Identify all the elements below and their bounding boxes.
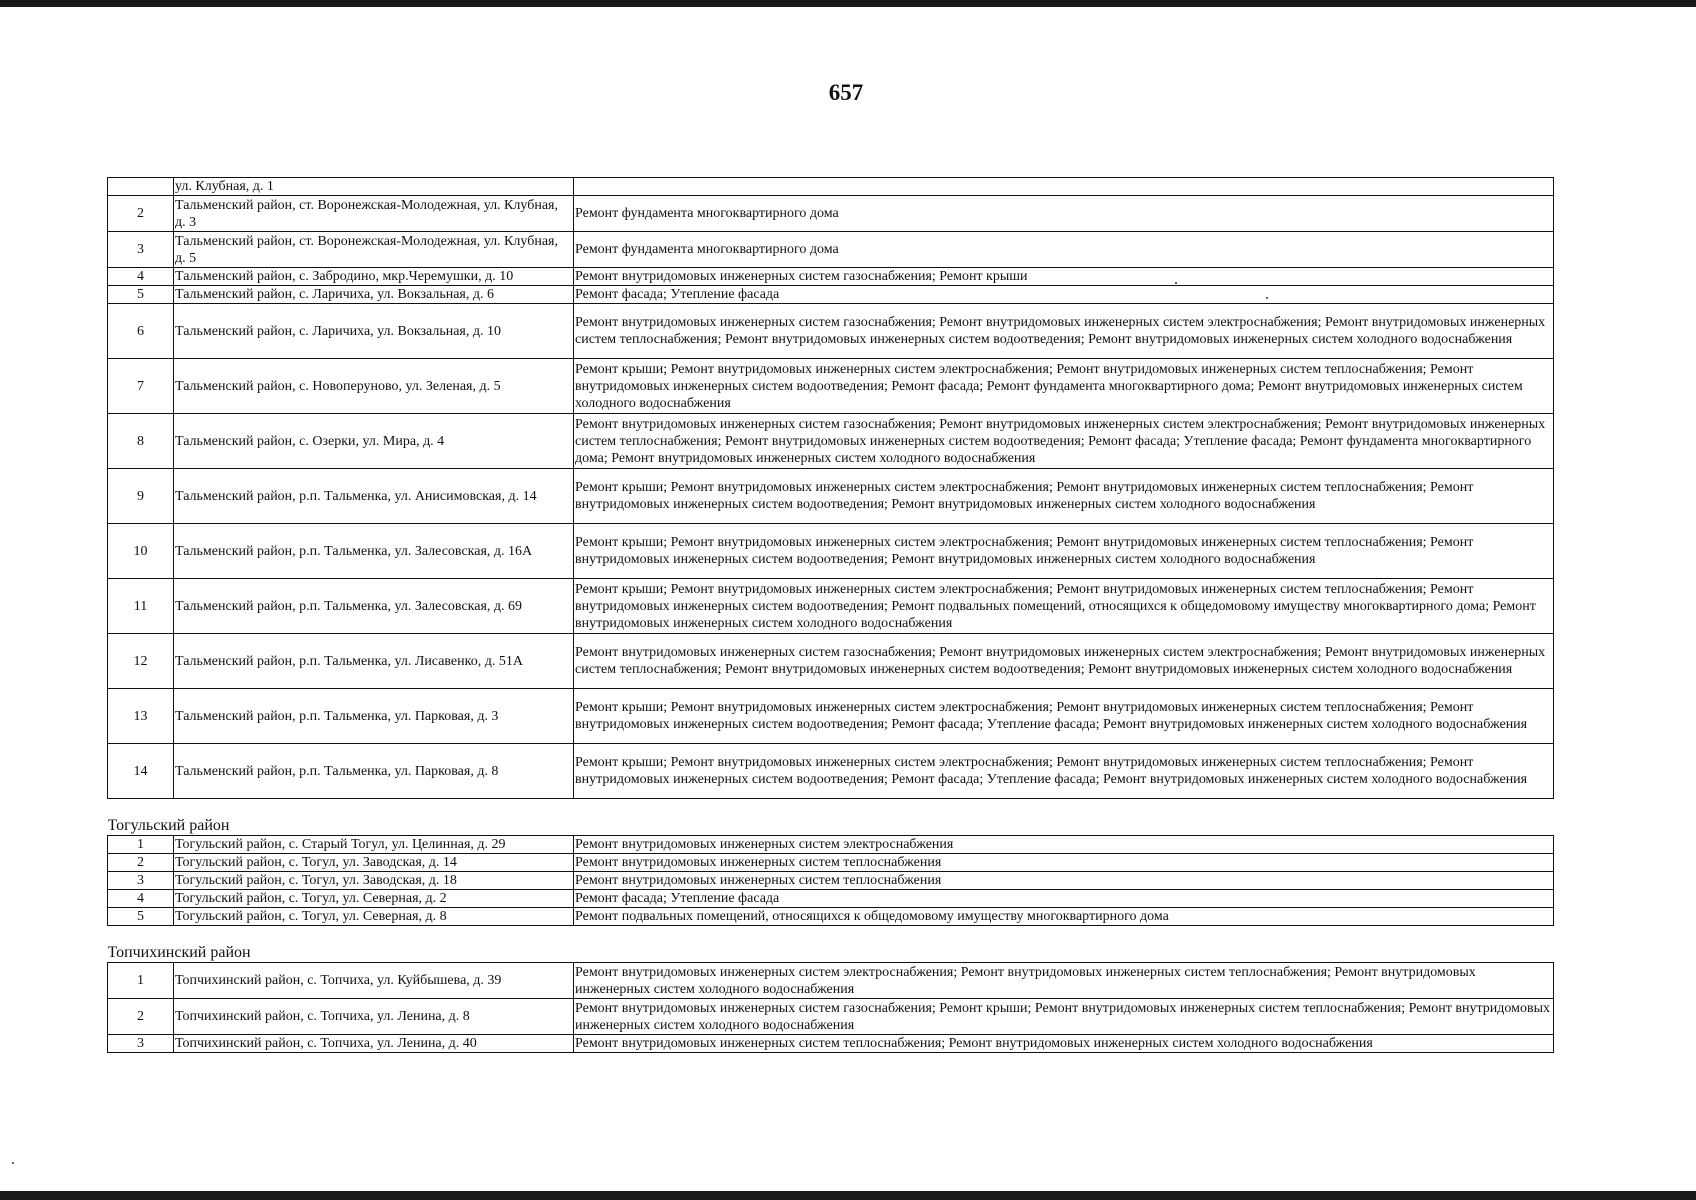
row-address: Тальменский район, ст. Воронежская-Молодежная, ул. Клубная, д. 5 [174,232,574,268]
row-address: Тогульский район, с. Тогул, ул. Заводская, д. 14 [174,854,574,872]
table-row [108,908,1554,926]
row-works: Ремонт крыши; Ремонт внутридомовых инженерных систем электроснабжения; Ремонт внутридомовых инженерных систем теплоснабжения; Ремонт внутридомовых инженерных систем водоотведения; Ремонт подвальных помещений, относящихся к общедомовому имуществу многоквартирного дома; Ремонт внутридомовых инженерных систем холодного водоснабжения [574,579,1554,634]
table-row [108,890,1554,908]
scan-speck [12,1162,14,1164]
table-row [108,178,1554,196]
row-address: Тальменский район, с. Новоперуново, ул. Зеленая, д. 5 [174,359,574,414]
table-row [108,196,1554,232]
row-works: Ремонт крыши; Ремонт внутридомовых инженерных систем электроснабжения; Ремонт внутридомовых инженерных систем теплоснабжения; Ремонт внутридомовых инженерных систем водоотведения; Ремонт фасада; Ремонт фундамента многоквартирного дома; Ремонт внутридомовых инженерных систем холодного водоснабжения [574,359,1554,414]
table-row [108,963,1554,999]
row-works: Ремонт крыши; Ремонт внутридомовых инженерных систем электроснабжения; Ремонт внутридомовых инженерных систем теплоснабжения; Ремонт внутридомовых инженерных систем водоотведения; Ремонт фасада; Утепление фасада; Ремонт внутридомовых инженерных систем холодного водоснабжения [574,744,1554,799]
row-number: 2 [108,196,174,232]
repair-program-table [107,177,1554,1053]
row-works: Ремонт крыши; Ремонт внутридомовых инженерных систем электроснабжения; Ремонт внутридомовых инженерных систем теплоснабжения; Ремонт внутридомовых инженерных систем водоотведения; Ремонт внутридомовых инженерных систем холодного водоснабжения [574,469,1554,524]
row-works: Ремонт внутридомовых инженерных систем газоснабжения; Ремонт крыши [574,268,1554,286]
row-address: Тальменский район, с. Ларичиха, ул. Вокзальная, д. 10 [174,304,574,359]
page-number: 657 [828,80,864,105]
row-address: Тальменский район, с. Ларичиха, ул. Вокзальная, д. 6 [174,286,574,304]
row-works: Ремонт фундамента многоквартирного дома [574,196,1554,232]
row-number: 1 [108,836,174,854]
row-number: 4 [108,890,174,908]
table-row [108,524,1554,579]
table-row [108,286,1554,304]
row-works: Ремонт фундамента многоквартирного дома [574,232,1554,268]
row-works: Ремонт крыши; Ремонт внутридомовых инженерных систем электроснабжения; Ремонт внутридомовых инженерных систем теплоснабжения; Ремонт внутридомовых инженерных систем водоотведения; Ремонт внутридомовых инженерных систем холодного водоснабжения [574,524,1554,579]
row-address: Тогульский район, с. Тогул, ул. Заводская, д. 18 [174,872,574,890]
row-address: Топчихинский район, с. Топчиха, ул. Куйбышева, д. 39 [174,963,574,999]
table-row [108,304,1554,359]
row-number: 2 [108,854,174,872]
table-row [108,359,1554,414]
table-row [108,414,1554,469]
table-row [108,1035,1554,1053]
section-header-topchikhinsky [108,926,1554,963]
row-address: Топчихинский район, с. Топчиха, ул. Ленина, д. 40 [174,1035,574,1053]
row-number: 1 [108,963,174,999]
section-title: Топчихинский район [108,926,1554,963]
row-number [108,178,174,196]
row-works: Ремонт внутридомовых инженерных систем газоснабжения; Ремонт внутридомовых инженерных систем электроснабжения; Ремонт внутридомовых инженерных систем теплоснабжения; Ремонт внутридомовых инженерных систем водоотведения; Ремонт внутридомовых инженерных систем холодного водоснабжения [574,634,1554,689]
row-number: 12 [108,634,174,689]
row-number: 3 [108,872,174,890]
table-row [108,999,1554,1035]
row-works [574,178,1554,196]
table-row [108,872,1554,890]
row-address: Тогульский район, с. Старый Тогул, ул. Целинная, д. 29 [174,836,574,854]
row-address: Тальменский район, р.п. Тальменка, ул. Залесовская, д. 16А [174,524,574,579]
table-row [108,268,1554,286]
row-number: 9 [108,469,174,524]
row-address: Тальменский район, с. Озерки, ул. Мира, д. 4 [174,414,574,469]
row-works: Ремонт фасада; Утепление фасада [574,890,1554,908]
row-address: Тальменский район, р.п. Тальменка, ул. Анисимовская, д. 14 [174,469,574,524]
row-works: Ремонт внутридомовых инженерных систем теплоснабжения; Ремонт внутридомовых инженерных систем холодного водоснабжения [574,1035,1554,1053]
row-works: Ремонт внутридомовых инженерных систем электроснабжения [574,836,1554,854]
row-address: Тальменский район, р.п. Тальменка, ул. Залесовская, д. 69 [174,579,574,634]
row-address: Тальменский район, с. Забродино, мкр.Черемушки, д. 10 [174,268,574,286]
row-number: 3 [108,1035,174,1053]
row-number: 11 [108,579,174,634]
row-number: 4 [108,268,174,286]
scan-speck [1266,297,1268,299]
row-address: Тальменский район, р.п. Тальменка, ул. Парковая, д. 8 [174,744,574,799]
row-address: Тальменский район, р.п. Тальменка, ул. Парковая, д. 3 [174,689,574,744]
section-header-togulsky [108,799,1554,836]
row-number: 6 [108,304,174,359]
scan-edge-bottom [0,1191,1696,1200]
table-row [108,836,1554,854]
row-number: 10 [108,524,174,579]
row-address: Тогульский район, с. Тогул, ул. Северная, д. 2 [174,890,574,908]
row-works: Ремонт внутридомовых инженерных систем теплоснабжения [574,872,1554,890]
row-number: 13 [108,689,174,744]
row-number: 3 [108,232,174,268]
scan-edge-top [0,0,1696,7]
row-number: 7 [108,359,174,414]
row-number: 5 [108,286,174,304]
table-row [108,579,1554,634]
row-address: Тальменский район, р.п. Тальменка, ул. Лисавенко, д. 51А [174,634,574,689]
row-number: 8 [108,414,174,469]
row-works: Ремонт подвальных помещений, относящихся к общедомовому имуществу многоквартирного дома [574,908,1554,926]
table-row [108,469,1554,524]
row-address: Топчихинский район, с. Топчиха, ул. Ленина, д. 8 [174,999,574,1035]
row-address: Тогульский район, с. Тогул, ул. Северная, д. 8 [174,908,574,926]
row-number: 5 [108,908,174,926]
table-row [108,634,1554,689]
row-works: Ремонт фасада; Утепление фасада [574,286,1554,304]
row-works: Ремонт крыши; Ремонт внутридомовых инженерных систем электроснабжения; Ремонт внутридомовых инженерных систем теплоснабжения; Ремонт внутридомовых инженерных систем водоотведения; Ремонт фасада; Утепление фасада; Ремонт внутридомовых инженерных систем холодного водоснабжения [574,689,1554,744]
row-works: Ремонт внутридомовых инженерных систем теплоснабжения [574,854,1554,872]
row-works: Ремонт внутридомовых инженерных систем газоснабжения; Ремонт внутридомовых инженерных систем электроснабжения; Ремонт внутридомовых инженерных систем теплоснабжения; Ремонт внутридомовых инженерных систем водоотведения; Ремонт внутридомовых инженерных систем холодного водоснабжения [574,304,1554,359]
row-number: 14 [108,744,174,799]
table-row [108,854,1554,872]
row-works: Ремонт внутридомовых инженерных систем электроснабжения; Ремонт внутридомовых инженерных систем теплоснабжения; Ремонт внутридомовых инженерных систем холодного водоснабжения [574,963,1554,999]
table-row [108,689,1554,744]
row-works: Ремонт внутридомовых инженерных систем газоснабжения; Ремонт крыши; Ремонт внутридомовых инженерных систем теплоснабжения; Ремонт внутридомовых инженерных систем холодного водоснабжения [574,999,1554,1035]
row-address: Тальменский район, ст. Воронежская-Молодежная, ул. Клубная, д. 3 [174,196,574,232]
row-number: 2 [108,999,174,1035]
row-works: Ремонт внутридомовых инженерных систем газоснабжения; Ремонт внутридомовых инженерных систем электроснабжения; Ремонт внутридомовых инженерных систем теплоснабжения; Ремонт внутридомовых инженерных систем водоотведения; Ремонт фасада; Утепление фасада; Ремонт фундамента многоквартирного дома; Ремонт внутридомовых инженерных систем холодного водоснабжения [574,414,1554,469]
row-address: ул. Клубная, д. 1 [174,178,574,196]
program-sheet [107,177,1553,1053]
table-row [108,744,1554,799]
table-row [108,232,1554,268]
section-title: Тогульский район [108,799,1554,836]
scan-speck [1175,282,1177,284]
